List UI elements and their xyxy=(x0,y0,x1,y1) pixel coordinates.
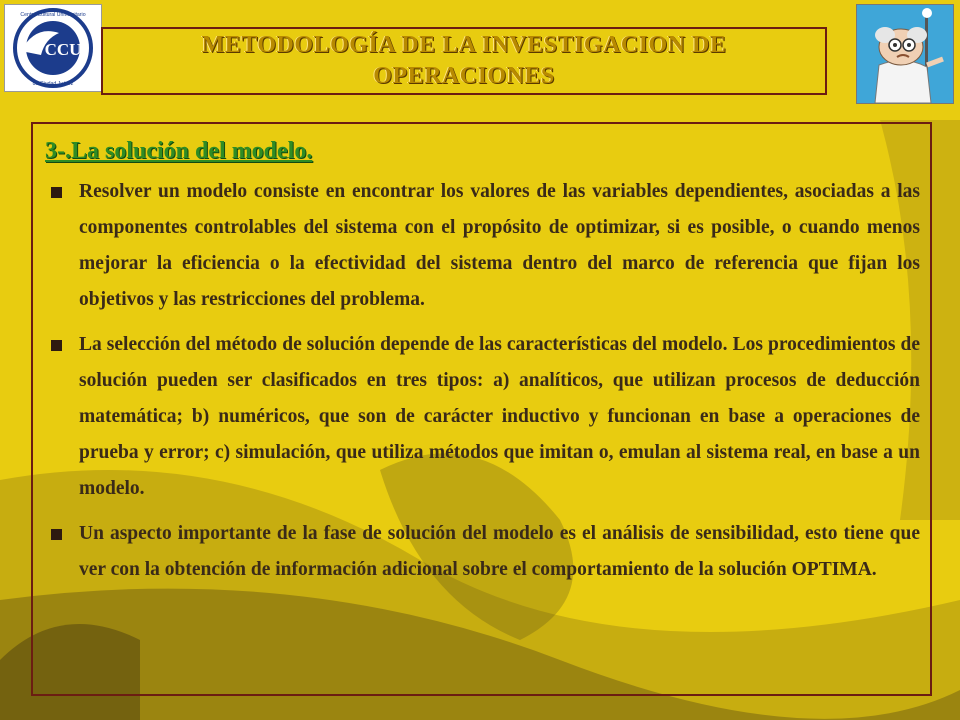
professor-cartoon-icon xyxy=(857,5,953,103)
bullet-text-3: Un aspecto importante de la fase de solución del modelo es el análisis de sensibilidad, esto tiene que ver con la obtención de información adicional sobre el comportamiento de la solución OPTIMA. xyxy=(79,523,920,580)
bullet-text-1: Resolver un modelo consiste en encontrar los valores de las variables dependientes, asociadas a las componentes controlables del sistema con el propósito de optimizar, si es posible, o cuando menos mejorar la eficiencia o la efectividad del sistema dentro del marco de referencia que fijan los objetivos y las restricciones del problema. xyxy=(79,181,920,310)
logo-caption-bottom: de Ciudad Juárez xyxy=(32,81,74,87)
bullet-item-3 xyxy=(45,516,920,588)
square-bullet-icon xyxy=(51,340,62,351)
bullet-text-2: La selección del método de solución depende de las características del modelo. Los procedimientos de solución pueden ser clasificados en tres tipos: a) analíticos, que utilizan procesos de deducción matemática; b) numéricos, que son de carácter inductivo y funcionan en base a operaciones de prueba y error; c) simulación, que utiliza métodos que imitan o, emulan al sistema real, en base a un modelo. xyxy=(79,334,920,499)
bullet-item-1 xyxy=(45,174,920,318)
university-logo xyxy=(4,4,102,92)
title-box xyxy=(101,27,827,95)
section-heading: 3-.La solución del modelo. xyxy=(45,138,313,164)
professor-image xyxy=(856,4,954,104)
bullet-list xyxy=(45,174,920,588)
logo-label: CCU xyxy=(44,40,82,59)
logo-caption-top: Centro Cultural Universitario xyxy=(20,12,86,18)
university-logo-icon xyxy=(5,5,101,91)
slide-title: METODOLOGÍA DE LA INVESTIGACION DE OPERACIONES xyxy=(201,32,727,89)
square-bullet-icon xyxy=(51,529,62,540)
content-box xyxy=(31,122,932,696)
square-bullet-icon xyxy=(51,187,62,198)
bullet-item-2 xyxy=(45,327,920,507)
